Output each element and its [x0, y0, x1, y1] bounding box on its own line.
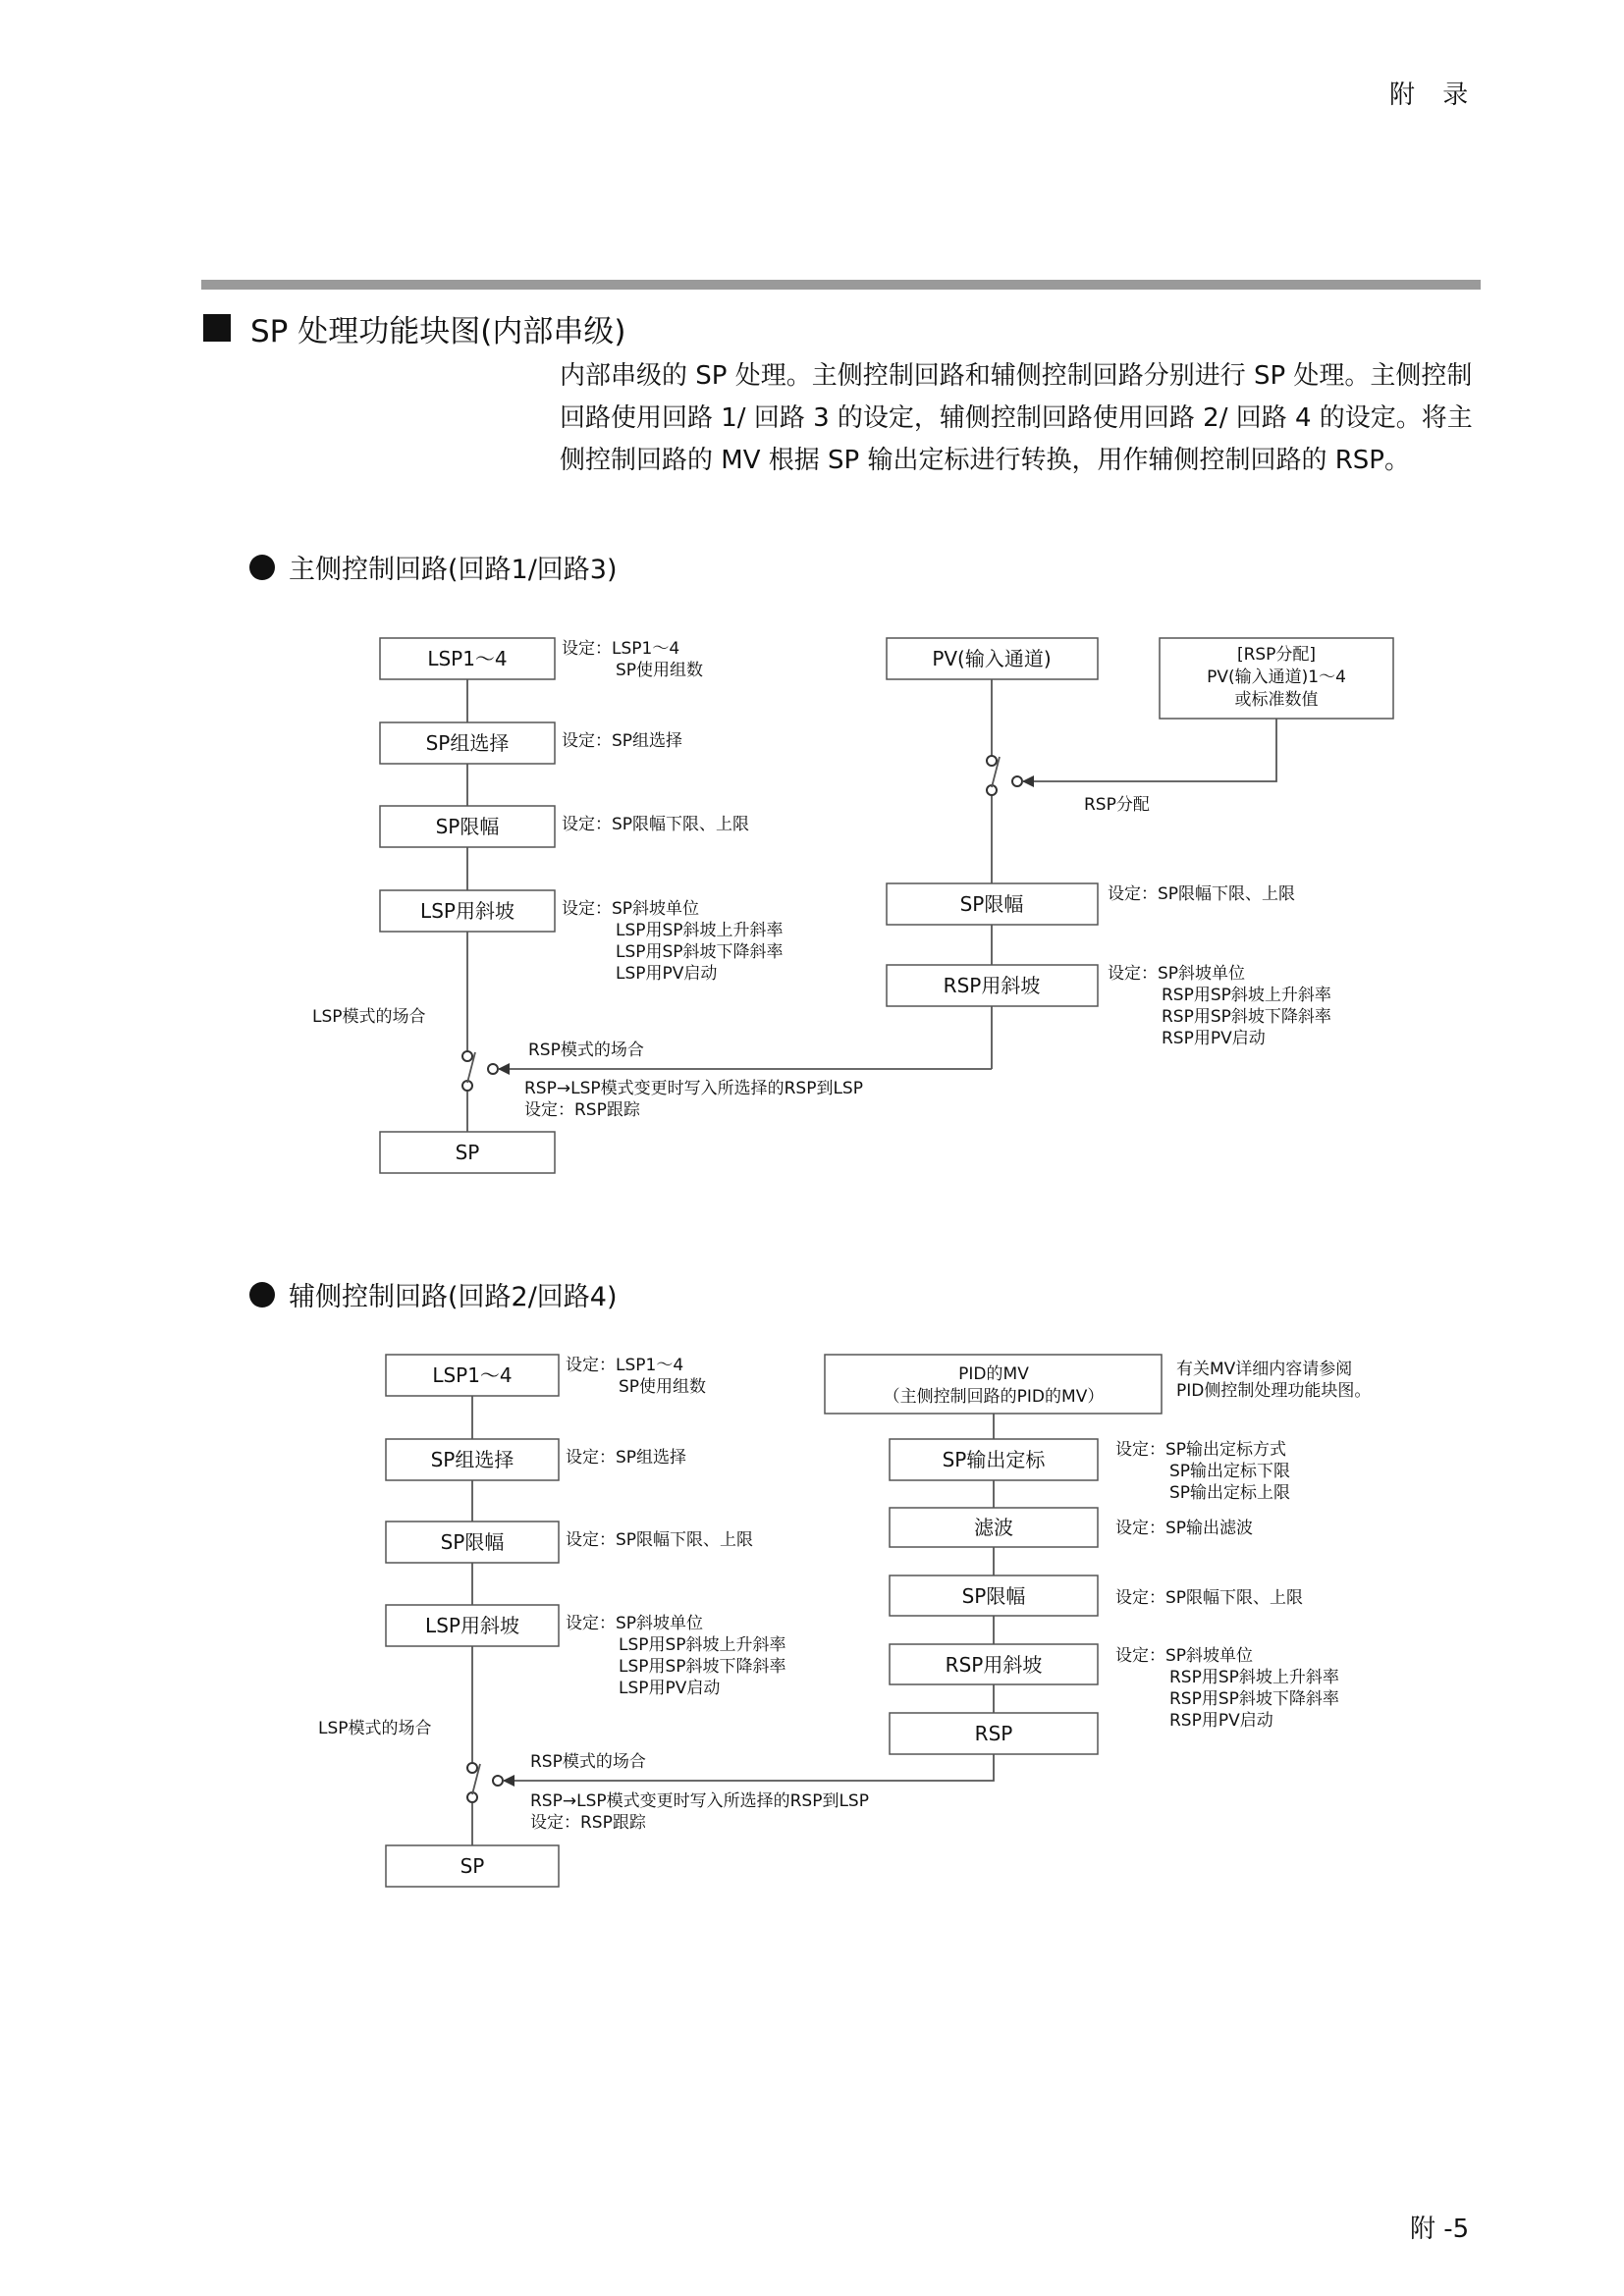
lsp-mode-label: LSP模式的场合	[318, 1719, 432, 1738]
setting-note: RSP用SP斜坡上升斜率	[1162, 986, 1331, 1005]
block-label: 滤波	[974, 1516, 1013, 1539]
switch-rsp-contact	[488, 1064, 498, 1074]
switch-rsp-contact	[493, 1776, 503, 1786]
secondary-loop-heading: 辅侧控制回路(回路2/回路4)	[289, 1282, 618, 1312]
block-label: SP组选择	[430, 1448, 514, 1471]
setting-note: 设定：LSP1～4	[562, 639, 680, 659]
secondary-block-sp-group	[386, 1439, 559, 1480]
title-square-icon	[203, 314, 231, 342]
setting-note: RSP用SP斜坡上升斜率	[1169, 1668, 1339, 1687]
block-label: LSP用斜坡	[425, 1614, 519, 1637]
switch-note: RSP→LSP模式变更时写入所选择的RSP到LSP	[530, 1791, 869, 1811]
primary-block-right-sp-limit	[887, 883, 1098, 925]
setting-note: LSP用SP斜坡上升斜率	[619, 1635, 786, 1655]
switch-note: 设定：RSP跟踪	[530, 1813, 646, 1833]
block-label: PV(输入通道)	[932, 647, 1052, 670]
block-label: RSP用斜坡	[943, 974, 1041, 997]
setting-note: 设定：SP限幅下限、上限	[562, 815, 750, 834]
primary-block-sp-output	[380, 1132, 555, 1173]
arrow-icon	[503, 1775, 514, 1787]
intro-paragraph: 内部串级的 SP 处理。主侧控制回路和辅侧控制回路分别进行 SP 处理。主侧控制回路使用回路 1/ 回路 3 的设定，辅侧控制回路使用回路 2/ 回路 4 的设定。将主侧控制回路的 MV 根据 SP 输出定标进行转换，用作辅侧控制回路的 RSP。	[560, 361, 1473, 475]
secondary-block-rsp	[890, 1713, 1098, 1754]
secondary-block-pid-mv	[825, 1355, 1162, 1414]
setting-note: SP输出定标上限	[1169, 1483, 1291, 1503]
block-label: LSP1～4	[427, 647, 508, 670]
setting-note: RSP用SP斜坡下降斜率	[1162, 1007, 1331, 1027]
secondary-block-lsp-ramp	[386, 1605, 559, 1646]
secondary-block-sp-output-scale	[890, 1439, 1098, 1480]
setting-note: SP输出定标下限	[1169, 1462, 1291, 1481]
setting-note: LSP用PV启动	[619, 1679, 721, 1698]
setting-note: 设定：SP输出定标方式	[1115, 1440, 1287, 1460]
primary-block-pv	[887, 638, 1098, 679]
secondary-loop-diagram	[0, 1335, 1624, 1904]
setting-note: LSP用PV启动	[616, 964, 718, 984]
setting-note: 设定：SP斜坡单位	[1108, 964, 1246, 984]
primary-block-rsp-ramp	[887, 965, 1098, 1006]
primary-block-rsp-assign	[1160, 638, 1393, 719]
block-label: SP输出定标	[942, 1448, 1046, 1471]
setting-note: RSP用PV启动	[1162, 1029, 1266, 1048]
setting-note: 设定：SP斜坡单位	[562, 899, 700, 919]
setting-note: 设定：SP斜坡单位	[566, 1614, 704, 1633]
setting-note: 设定：SP组选择	[566, 1448, 687, 1468]
block-label: 或标准数值	[1234, 690, 1319, 710]
rsp-mode-label: RSP模式的场合	[528, 1041, 644, 1060]
secondary-block-right-sp-limit	[890, 1575, 1098, 1616]
block-label: SP	[455, 1141, 480, 1164]
setting-note: 设定：SP斜坡单位	[1115, 1646, 1254, 1666]
primary-loop-heading: 主侧控制回路(回路1/回路3)	[289, 555, 618, 585]
block-label: SP组选择	[425, 731, 510, 755]
rsp-assign-label: RSP分配	[1084, 795, 1150, 815]
appendix-header: 附 录	[1389, 80, 1479, 110]
setting-note: LSP用SP斜坡上升斜率	[616, 921, 784, 940]
block-label: [RSP分配]	[1236, 645, 1317, 665]
mv-reference-note: PID侧控制处理功能块图。	[1176, 1381, 1372, 1401]
primary-loop-diagram	[0, 609, 1624, 1198]
section-title: SP 处理功能块图(内部串级)	[250, 314, 626, 349]
switch-contact	[467, 1763, 477, 1773]
setting-note: RSP用PV启动	[1169, 1711, 1273, 1731]
mv-reference-note: 有关MV详细内容请参阅	[1176, 1360, 1353, 1379]
block-label: SP限幅	[959, 892, 1024, 916]
setting-note: 设定：SP限幅下限、上限	[566, 1530, 754, 1550]
switch-note: 设定：RSP跟踪	[524, 1100, 640, 1120]
rsp-assign-line	[1022, 719, 1276, 781]
block-label: RSP用斜坡	[945, 1653, 1043, 1677]
page-number: 附 -5	[1410, 2215, 1470, 2244]
primary-block-sp-limit	[380, 806, 555, 847]
setting-note: LSP用SP斜坡下降斜率	[616, 942, 784, 962]
secondary-block-lsp	[386, 1355, 559, 1396]
secondary-block-rsp-ramp	[890, 1644, 1098, 1684]
secondary-block-sp-limit	[386, 1522, 559, 1563]
block-label: SP	[460, 1854, 485, 1878]
block-label: LSP用斜坡	[420, 899, 514, 923]
setting-note: RSP用SP斜坡下降斜率	[1169, 1689, 1339, 1709]
block-label: RSP	[974, 1722, 1013, 1745]
setting-note: 设定：SP限幅下限、上限	[1108, 884, 1296, 904]
bullet-icon	[249, 555, 275, 580]
primary-block-lsp-ramp	[380, 890, 555, 932]
section-rule	[201, 280, 1481, 290]
secondary-block-sp-output	[386, 1845, 559, 1887]
bullet-icon	[249, 1282, 275, 1308]
primary-block-lsp	[380, 638, 555, 679]
setting-note: 设定：SP限幅下限、上限	[1115, 1588, 1304, 1608]
block-label: SP限幅	[440, 1530, 505, 1554]
setting-note: SP使用组数	[616, 661, 704, 680]
switch-contact	[987, 756, 997, 766]
block-label: PID的MV	[958, 1364, 1029, 1384]
switch-note: RSP→LSP模式变更时写入所选择的RSP到LSP	[524, 1079, 863, 1098]
setting-note: 设定：LSP1～4	[566, 1356, 684, 1375]
arrow-icon	[1022, 775, 1034, 787]
secondary-block-filter	[890, 1508, 1098, 1547]
block-label: PV(输入通道)1～4	[1207, 667, 1346, 687]
setting-note: 设定：SP输出滤波	[1115, 1519, 1254, 1538]
rsp-mode-label: RSP模式的场合	[530, 1752, 646, 1772]
setting-note: 设定：SP组选择	[562, 731, 683, 751]
block-label: LSP1～4	[432, 1363, 513, 1387]
lsp-mode-label: LSP模式的场合	[312, 1007, 426, 1027]
primary-block-sp-group	[380, 722, 555, 764]
setting-note: LSP用SP斜坡下降斜率	[619, 1657, 786, 1677]
block-label: SP限幅	[961, 1584, 1026, 1608]
setting-note: SP使用组数	[619, 1377, 707, 1397]
arrow-icon	[498, 1063, 510, 1075]
switch-rsp-contact	[1012, 776, 1022, 786]
block-label: SP限幅	[435, 815, 500, 838]
block-label: （主侧控制回路的PID的MV）	[883, 1387, 1105, 1407]
switch-contact	[462, 1051, 472, 1061]
